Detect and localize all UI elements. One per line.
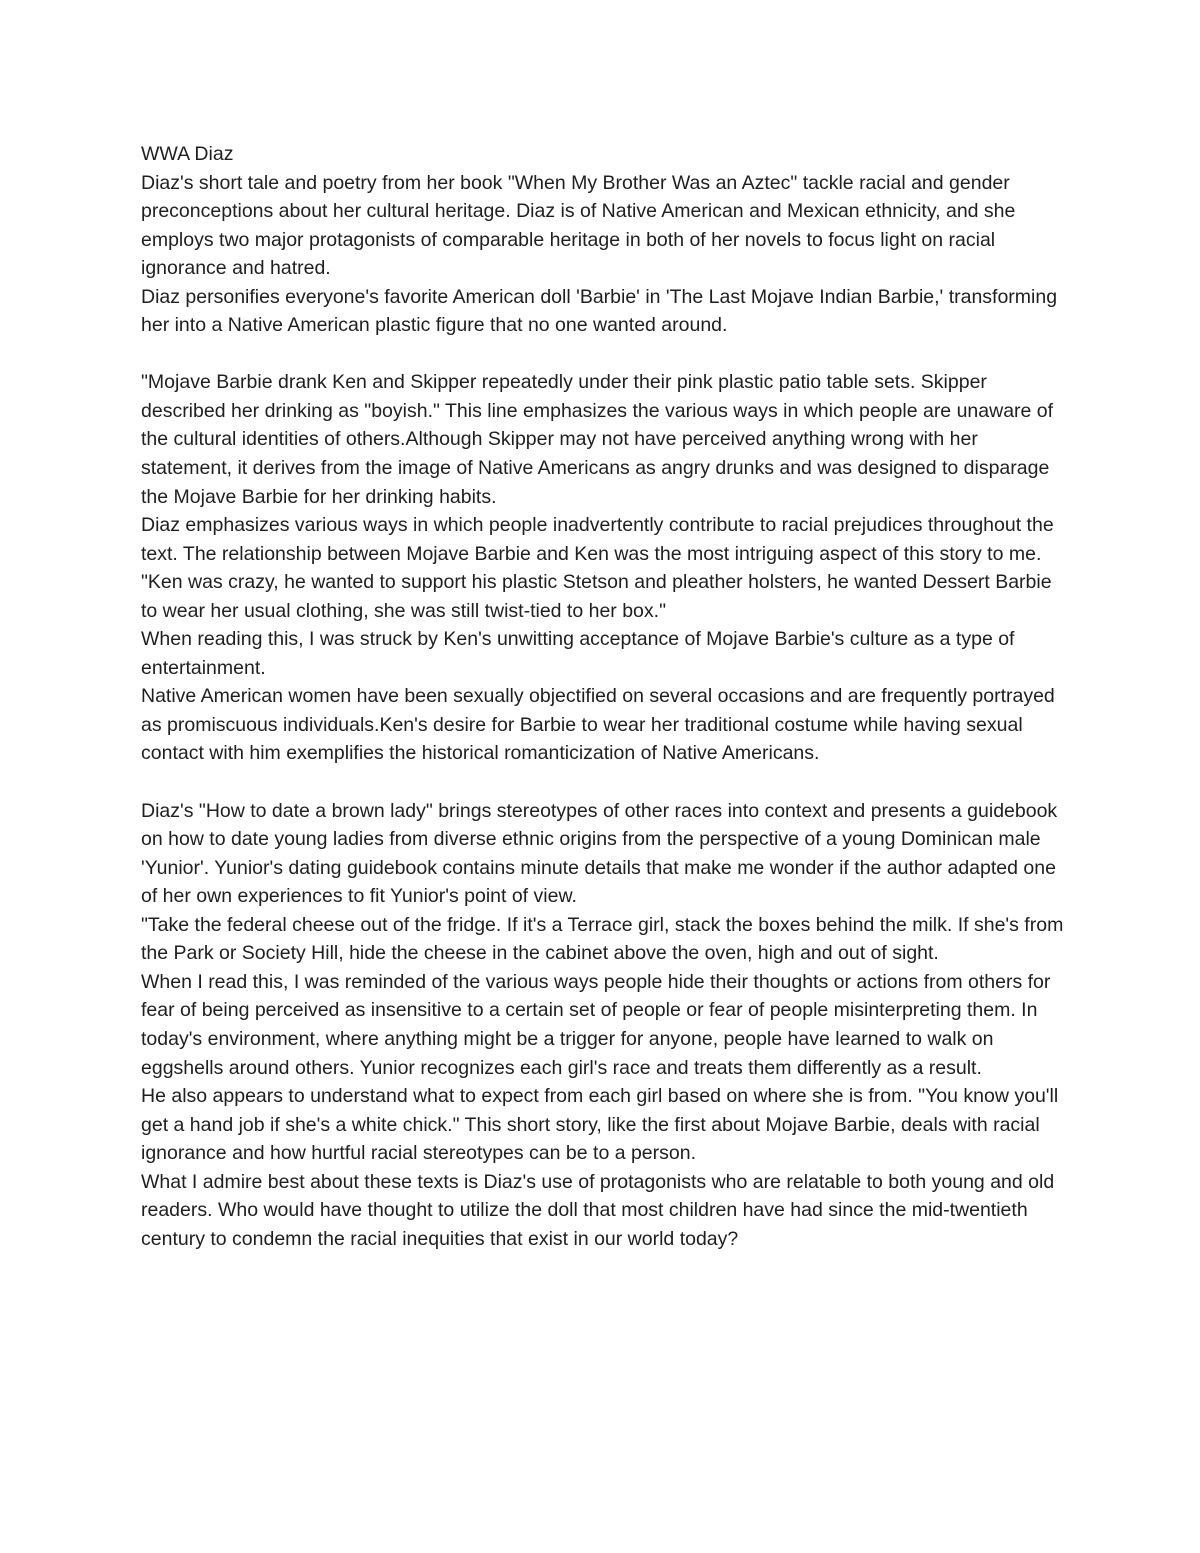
paragraph-brown-lady-intro: Diaz's "How to date a brown lady" brings stereotypes of other races into context and presents a guidebook on how to date young ladies from diverse ethnic origins from the perspective of a young Dominican male 'Yunior'. Yunior's dating guidebook contains minute details that make me wonder if the author adapted one of her own experiences to fit Yunior's point of view.: [141, 799, 1058, 908]
document-body: [141, 140, 1071, 1253]
paragraph-mojave-quote: "Mojave Barbie drank Ken and Skipper repeatedly under their pink plastic patio table sets. Skipper described her drinking as "boyish." This line emphasizes the various ways in which people are unaware of the cultural identities of others.Although Skipper may not have perceived anything wrong with her statement, it derives from the image of Native Americans as angry drunks and was designed to disparage the Mojave Barbie for her drinking habits.: [141, 371, 1054, 508]
paragraph-objectification: Native American women have been sexually objectified on several occasions and are frequently portrayed as promiscuous individuals.Ken's desire for Barbie to wear her traditional costume while having sexual contact with him exemplifies the historical romanticization of Native Americans.: [141, 685, 1055, 765]
paragraph-hide-thoughts: When I read this, I was reminded of the various ways people hide their thoughts or actions from others for fear of being perceived as insensitive to a certain set of people or fear of people misinterpreting them. In today's environment, where anything might be a trigger for anyone, people have learned to walk on eggshells around others. Yunior recognizes each girl's race and treats them differently as a result.: [141, 970, 1051, 1079]
paragraph-prejudices: Diaz emphasizes various ways in which people inadvertently contribute to racial prejudices throughout the text. The relationship between Mojave Barbie and Ken was the most intriguing aspect of this story to me.: [141, 514, 1054, 565]
paragraph-intro: Diaz's short tale and poetry from her book "When My Brother Was an Aztec" tackle racial and gender preconceptions about her cultural heritage. Diaz is of Native American and Mexican ethnicity, and she employs two major protagonists of comparable heritage in both of her novels to focus light on racial ignorance and hatred.: [141, 171, 1016, 280]
document-title: WWA Diaz: [141, 143, 234, 165]
paragraph-ken-quote: "Ken was crazy, he wanted to support his plastic Stetson and pleather holsters, he wanted Dessert Barbie to wear her usual clothing, she was still twist-tied to her box.": [141, 571, 1052, 622]
paragraph-ken-reflection: When reading this, I was struck by Ken's unwitting acceptance of Mojave Barbie's culture as a type of entertainment.: [141, 628, 1015, 679]
paragraph-barbie-intro: Diaz personifies everyone's favorite American doll 'Barbie' in 'The Last Mojave Indian Barbie,' transforming her into a Native American plastic figure that no one wanted around.: [141, 285, 1058, 337]
paragraph-expectations: He also appears to understand what to expect from each girl based on where she is from. "You know you'll get a hand job if she's a white chick." This short story, like the first about Mojave Barbie, deals with racial ignorance and how hurtful racial stereotypes can be to a person.: [141, 1085, 1059, 1165]
paragraph-conclusion: What I admire best about these texts is Diaz's use of protagonists who are relatable to both young and old readers. Who would have thought to utilize the doll that most children have had since the mid-twentieth century to condemn the racial inequities that exist in our world today?: [141, 1170, 1055, 1250]
paragraph-cheese-quote: "Take the federal cheese out of the fridge. If it's a Terrace girl, stack the boxes behind the milk. If she's from the Park or Society Hill, hide the cheese in the cabinet above the oven, high and out of sight.: [141, 913, 1064, 965]
